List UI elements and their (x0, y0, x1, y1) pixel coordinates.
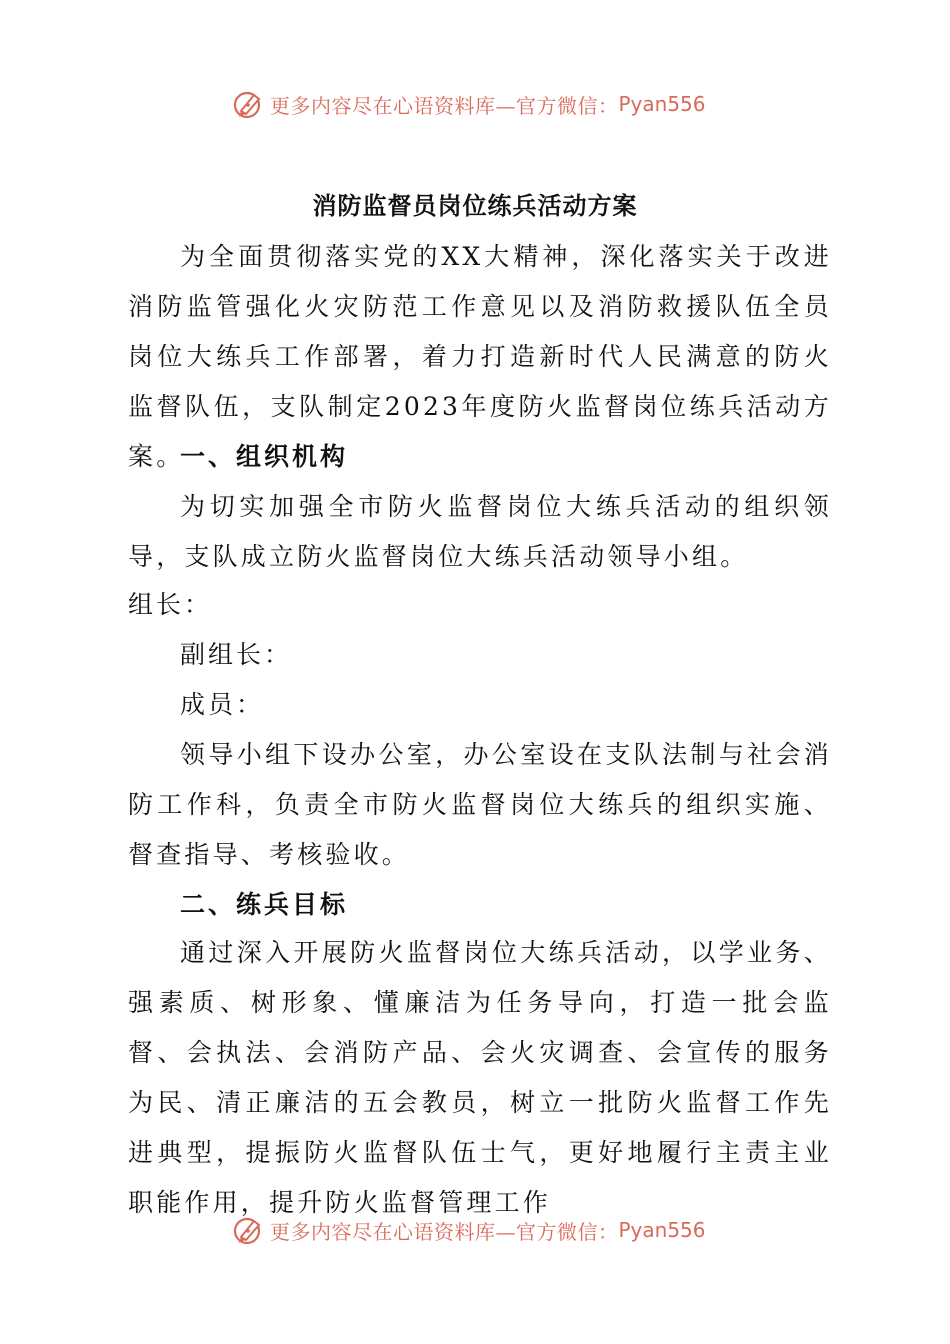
leader-line: 组长： (128, 590, 213, 619)
office-paragraph: 领导小组下设办公室，办公室设在支队法制与社会消防工作科，负责全市防火监督岗位大练兵的组织实施、督查指导、考核验收。 (128, 740, 832, 869)
intro-paragraph: 为全面贯彻落实党的XX大精神，深化落实关于改进消防监管强化火灾防范工作意见以及消防救援队伍全员岗位大练兵工作部署，着力打造新时代人民满意的防火监督队伍，支队制定2023年度防火监督岗位练兵活动方案。 (128, 242, 832, 471)
watermark-text: 更多内容尽在心语资料库—官方微信： (270, 1219, 619, 1244)
members-line: 成员： (180, 690, 265, 719)
organization-paragraph: 为切实加强全市防火监督岗位大练兵活动的组织领导，支队成立防火监督岗位大练兵活动领导小组。 (128, 492, 832, 571)
pen-nib-logo (232, 87, 266, 121)
deputy-leader-line: 副组长： (180, 640, 293, 669)
watermark-wechat-id: Pyan556 (618, 1218, 706, 1242)
watermark-header (232, 86, 706, 122)
goals-paragraph: 通过深入开展防火监督岗位大练兵活动，以学业务、强素质、树形象、懂廉洁为任务导向，打造一批会监督、会执法、会消防产品、会火灾调查、会宣传的服务为民、清正廉洁的五会教员，树立一批防火监督工作先进典型，提振防火监督队伍士气，更好地履行主责主业职能作用，提升防火监督管理工作 (128, 938, 832, 1217)
document-title: 消防监督员岗位练兵活动方案 (312, 191, 638, 220)
section-heading-goals: 二、练兵目标 (180, 890, 349, 919)
watermark-wechat-id: Pyan556 (618, 92, 706, 116)
section-heading-organization: 一、组织机构 (180, 442, 349, 471)
pen-nib-logo (232, 1213, 266, 1247)
watermark-footer (232, 1212, 706, 1248)
watermark-text: 更多内容尽在心语资料库—官方微信： (270, 93, 619, 118)
